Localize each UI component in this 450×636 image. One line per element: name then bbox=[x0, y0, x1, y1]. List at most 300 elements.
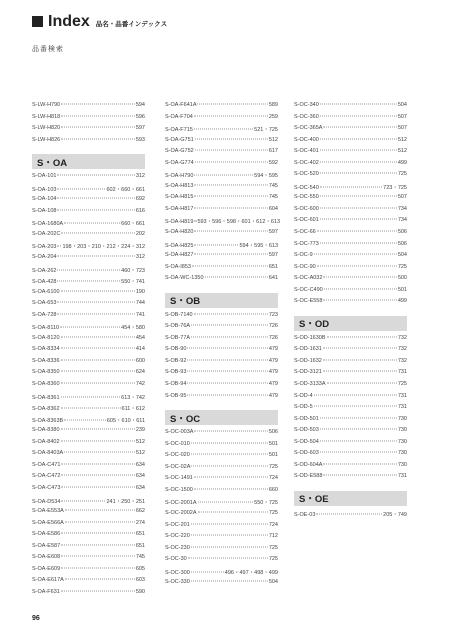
part-code: S-OA-G751 bbox=[165, 136, 194, 143]
dot-leader bbox=[64, 419, 106, 420]
index-entry bbox=[32, 450, 145, 462]
dot-leader bbox=[320, 104, 397, 105]
page-refs: 634 bbox=[135, 461, 145, 468]
index-entry bbox=[294, 462, 407, 474]
index-entry bbox=[32, 543, 145, 555]
dot-leader bbox=[191, 465, 267, 466]
index-entry bbox=[165, 346, 278, 358]
dot-leader bbox=[60, 327, 120, 328]
index-entry bbox=[165, 464, 278, 476]
part-code: S-OA-8110 bbox=[32, 325, 60, 332]
index-entry bbox=[294, 393, 407, 405]
part-code: S-OA-C473 bbox=[32, 484, 61, 491]
index-entry bbox=[165, 102, 278, 114]
part-code: S-OC-601 bbox=[294, 217, 319, 224]
page-refs: 725 bbox=[397, 381, 407, 388]
index-entry bbox=[165, 393, 278, 405]
part-code: S-OA-E553A bbox=[32, 508, 64, 515]
index-entry bbox=[32, 102, 145, 114]
dot-leader bbox=[314, 406, 397, 407]
index-column-1 bbox=[32, 102, 145, 600]
index-entry bbox=[294, 298, 407, 310]
part-code: S-OA-I853 bbox=[165, 263, 191, 270]
dot-leader bbox=[194, 175, 253, 176]
index-entry bbox=[165, 556, 278, 568]
page-refs: 745 bbox=[268, 182, 278, 189]
index-entry bbox=[32, 427, 145, 439]
part-code: S-OD-603 bbox=[294, 450, 319, 457]
dot-leader bbox=[194, 254, 267, 255]
dot-leader bbox=[61, 127, 135, 128]
page-refs: 660・661 bbox=[121, 221, 145, 228]
index-entry bbox=[32, 358, 145, 370]
dot-leader bbox=[320, 196, 397, 197]
part-code: S-OB-92 bbox=[165, 357, 187, 364]
page-refs: 504 bbox=[397, 102, 407, 108]
part-code: S-OC-340 bbox=[294, 102, 319, 108]
index-entry bbox=[32, 346, 145, 358]
index-entry bbox=[165, 579, 278, 591]
dot-leader bbox=[198, 511, 268, 512]
dot-leader bbox=[317, 231, 397, 232]
dot-leader bbox=[187, 348, 267, 349]
part-code: S-OC-010 bbox=[165, 440, 190, 447]
index-entry bbox=[165, 252, 278, 264]
dot-leader bbox=[194, 221, 196, 222]
page-refs: 730 bbox=[397, 438, 407, 445]
index-entry bbox=[165, 545, 278, 557]
part-code: S-OE-03 bbox=[294, 511, 316, 518]
dot-leader bbox=[195, 161, 268, 162]
dot-leader bbox=[314, 254, 397, 255]
dot-leader bbox=[61, 336, 135, 337]
page-refs: 501 bbox=[268, 440, 278, 447]
index-entry bbox=[294, 358, 407, 370]
part-code: S-OC-2001A bbox=[165, 500, 197, 507]
dot-leader bbox=[57, 256, 134, 257]
page-refs: 605 bbox=[135, 565, 145, 572]
part-code: S-OA-728 bbox=[32, 311, 57, 318]
index-entry bbox=[32, 266, 145, 278]
page-refs: 660 bbox=[268, 486, 278, 493]
page-refs: 651 bbox=[268, 263, 278, 270]
dot-leader bbox=[327, 383, 397, 384]
part-code: S-OA-F641A bbox=[165, 102, 197, 108]
dot-leader bbox=[187, 394, 267, 395]
page-refs: 641 bbox=[268, 275, 278, 282]
part-code: S-OA-8120 bbox=[32, 334, 60, 341]
page-number: 96 bbox=[32, 615, 40, 622]
part-code: S-OA-101 bbox=[32, 173, 57, 180]
page-refs: 745 bbox=[135, 554, 145, 561]
part-code: S-OD-E588 bbox=[294, 473, 323, 480]
page-refs: 732 bbox=[397, 357, 407, 364]
index-entry bbox=[32, 589, 145, 601]
dot-leader bbox=[61, 408, 121, 409]
dot-leader bbox=[188, 558, 268, 559]
index-entry bbox=[165, 568, 278, 580]
page-refs: 590 bbox=[135, 588, 145, 595]
page-refs: 512 bbox=[135, 450, 145, 457]
page-refs: 454 bbox=[135, 334, 145, 341]
index-title bbox=[32, 14, 167, 30]
part-code: S-OA-F631 bbox=[32, 588, 60, 595]
index-entry bbox=[32, 566, 145, 578]
page-refs: 730 bbox=[397, 461, 407, 468]
index-entry bbox=[165, 381, 278, 393]
part-code: S-OA-WC-1350 bbox=[165, 275, 204, 282]
index-entry bbox=[165, 452, 278, 464]
dot-leader bbox=[57, 269, 120, 270]
page-refs: 734 bbox=[397, 217, 407, 224]
page-refs: 744 bbox=[135, 300, 145, 307]
section-header: S・OC bbox=[165, 410, 278, 425]
page-refs: 613・742 bbox=[121, 394, 145, 401]
dot-leader bbox=[320, 173, 397, 174]
index-entry bbox=[294, 160, 407, 172]
index-column-2 bbox=[165, 102, 278, 591]
page-refs: 496・497・498・499 bbox=[224, 569, 278, 576]
dot-leader bbox=[191, 535, 268, 536]
index-entry bbox=[165, 369, 278, 381]
part-code: S-OC-66 bbox=[294, 229, 316, 236]
page-title: Index bbox=[48, 13, 90, 30]
part-code: S-OA-F704 bbox=[165, 113, 193, 120]
page-refs: 734 bbox=[397, 205, 407, 212]
index-entry bbox=[294, 369, 407, 381]
dot-leader bbox=[57, 246, 61, 247]
dot-leader bbox=[314, 394, 397, 395]
index-entry bbox=[294, 229, 407, 241]
dot-leader bbox=[323, 475, 396, 476]
index-entry bbox=[165, 229, 278, 241]
dot-leader bbox=[323, 463, 396, 464]
index-entry bbox=[165, 275, 278, 287]
page-refs: 724 bbox=[268, 475, 278, 482]
dot-leader bbox=[194, 184, 267, 185]
page-refs: 202 bbox=[135, 230, 145, 237]
part-code: S-OA-E609 bbox=[32, 565, 61, 572]
index-entry bbox=[32, 289, 145, 301]
index-entry bbox=[294, 148, 407, 160]
dot-leader bbox=[61, 232, 134, 233]
page-refs: 593・596・598・601・612・613 bbox=[197, 219, 280, 226]
page-refs: 634 bbox=[135, 484, 145, 491]
dot-leader bbox=[61, 115, 135, 116]
index-entry bbox=[32, 277, 145, 289]
dot-leader bbox=[191, 581, 268, 582]
page-refs: 507 bbox=[397, 194, 407, 201]
index-entry bbox=[32, 381, 145, 393]
dot-leader bbox=[191, 571, 224, 572]
part-code: S-OC-90 bbox=[294, 263, 316, 270]
page-refs: 712 bbox=[268, 533, 278, 540]
part-code: S-OB-76A bbox=[165, 323, 191, 330]
page-refs: 479 bbox=[268, 392, 278, 399]
page-refs: 259 bbox=[268, 113, 278, 120]
index-entry bbox=[294, 404, 407, 416]
part-code: S-OC-773 bbox=[294, 240, 319, 247]
page-refs: 731 bbox=[397, 404, 407, 411]
part-code: S-OA-204 bbox=[32, 254, 57, 261]
part-code: S-OA-103 bbox=[32, 186, 57, 193]
part-code: S-OC-600 bbox=[294, 205, 319, 212]
dot-leader bbox=[205, 277, 268, 278]
page-refs: 312 bbox=[135, 254, 145, 261]
section-header: S・OE bbox=[294, 491, 407, 506]
part-code: S-OC-30 bbox=[165, 556, 187, 563]
index-entry bbox=[32, 473, 145, 485]
part-code: S-LW-H826 bbox=[32, 136, 61, 143]
part-code: S-OC-1491 bbox=[165, 475, 193, 482]
index-entry bbox=[32, 137, 145, 149]
index-entry bbox=[294, 510, 407, 522]
page-refs: 596 bbox=[135, 113, 145, 120]
dot-leader bbox=[194, 488, 268, 489]
index-entry bbox=[294, 194, 407, 206]
page-refs: 512 bbox=[397, 148, 407, 155]
index-entry bbox=[32, 577, 145, 589]
part-code: S-OD-3121 bbox=[294, 369, 322, 376]
page-refs: 730 bbox=[397, 415, 407, 422]
dot-leader bbox=[61, 475, 134, 476]
part-code: S-OC-2002A bbox=[165, 509, 197, 516]
dot-leader bbox=[320, 219, 397, 220]
page-refs: 725 bbox=[268, 544, 278, 551]
dot-leader bbox=[65, 579, 135, 580]
dot-leader bbox=[194, 477, 268, 478]
part-code: S-OA-104 bbox=[32, 196, 57, 203]
part-code: S-OA-653 bbox=[32, 300, 57, 307]
page-refs: 507 bbox=[397, 113, 407, 120]
dot-leader bbox=[61, 359, 135, 360]
index-entry bbox=[165, 312, 278, 324]
index-column-3 bbox=[294, 102, 407, 522]
page-refs: 504 bbox=[268, 579, 278, 586]
dot-leader bbox=[61, 383, 135, 384]
page-refs: 600 bbox=[135, 357, 145, 364]
dot-leader bbox=[57, 281, 120, 282]
dot-leader bbox=[61, 371, 135, 372]
page-refs: 506 bbox=[397, 240, 407, 247]
part-code: S-OA-H827 bbox=[165, 252, 194, 259]
index-entry bbox=[294, 287, 407, 299]
dot-leader bbox=[187, 371, 267, 372]
page-refs: 479 bbox=[268, 346, 278, 353]
dot-leader bbox=[194, 313, 268, 314]
part-code: S-OA-8362 bbox=[32, 406, 60, 413]
page-refs: 550・725 bbox=[254, 500, 278, 507]
page-refs: 725 bbox=[268, 509, 278, 516]
dot-leader bbox=[187, 383, 267, 384]
part-code: S-OA-8336 bbox=[32, 357, 60, 364]
dot-leader bbox=[317, 265, 397, 266]
dot-leader bbox=[61, 533, 135, 534]
page-refs: 605・610・611 bbox=[106, 417, 145, 424]
dot-leader bbox=[316, 513, 382, 514]
dot-leader bbox=[320, 440, 397, 441]
part-code: S-LW-H820 bbox=[32, 125, 61, 132]
index-entry bbox=[294, 439, 407, 451]
dot-leader bbox=[194, 196, 267, 197]
page-refs: 725 bbox=[268, 463, 278, 470]
part-code: S-OD-501 bbox=[294, 415, 319, 422]
dot-leader bbox=[194, 244, 238, 245]
dot-leader bbox=[57, 188, 105, 189]
part-code: S-OA-108 bbox=[32, 207, 57, 214]
dot-leader bbox=[61, 500, 105, 501]
index-entry bbox=[32, 312, 145, 324]
part-code: S-OA-428 bbox=[32, 279, 57, 286]
index-entry bbox=[294, 416, 407, 428]
page-refs: 550・741 bbox=[121, 279, 145, 286]
index-entry bbox=[165, 487, 278, 499]
dot-leader bbox=[57, 209, 134, 210]
part-code: S-OA-H820 bbox=[165, 229, 194, 236]
dot-leader bbox=[64, 223, 120, 224]
page-refs: 723 bbox=[268, 311, 278, 318]
square-icon bbox=[32, 16, 43, 27]
part-code: S-OC-400 bbox=[294, 136, 319, 143]
dot-leader bbox=[191, 336, 268, 337]
section-header: S・OD bbox=[294, 316, 407, 331]
page-refs: 731 bbox=[397, 392, 407, 399]
page-refs: 611・612 bbox=[121, 406, 145, 413]
part-code: S-OD-3133A bbox=[294, 381, 326, 388]
page-refs: 512 bbox=[135, 438, 145, 445]
index-entry bbox=[32, 125, 145, 137]
index-entry bbox=[294, 183, 407, 195]
part-code: S-OD-1631 bbox=[294, 346, 322, 353]
dot-leader bbox=[195, 150, 268, 151]
index-entry bbox=[294, 335, 407, 347]
dot-leader bbox=[191, 325, 268, 326]
dot-leader bbox=[323, 300, 396, 301]
page-refs: 507 bbox=[397, 125, 407, 132]
part-code: S-OA-8363B bbox=[32, 417, 64, 424]
page-refs: 592 bbox=[268, 159, 278, 166]
index-entry bbox=[32, 242, 145, 254]
dot-leader bbox=[194, 129, 253, 130]
page-refs: 725 bbox=[397, 263, 407, 270]
part-code: S-OA-8361 bbox=[32, 394, 60, 401]
page-refs: 730 bbox=[397, 450, 407, 457]
index-entry bbox=[32, 462, 145, 474]
page-refs: 602・660・661 bbox=[106, 186, 145, 193]
index-entry bbox=[165, 137, 278, 149]
dot-leader bbox=[187, 359, 267, 360]
index-entry bbox=[32, 439, 145, 451]
index-entry bbox=[165, 441, 278, 453]
index-entry bbox=[165, 264, 278, 276]
part-code: S-OD-4 bbox=[294, 392, 313, 399]
dot-leader bbox=[191, 454, 268, 455]
dot-leader bbox=[320, 429, 397, 430]
page-refs: 731 bbox=[397, 369, 407, 376]
part-code: S-OA-H790 bbox=[165, 173, 194, 180]
index-entry bbox=[165, 171, 278, 183]
index-entry bbox=[32, 114, 145, 126]
page-refs: 723・725 bbox=[383, 184, 407, 191]
index-entry bbox=[165, 510, 278, 522]
part-code: S-OC-401 bbox=[294, 148, 319, 155]
page-refs: 604 bbox=[268, 205, 278, 212]
part-code: S-OA-E587 bbox=[32, 542, 61, 549]
dot-leader bbox=[61, 348, 135, 349]
dot-leader bbox=[57, 175, 134, 176]
dot-leader bbox=[64, 452, 135, 453]
index-entry bbox=[165, 475, 278, 487]
part-code: S-LW-H790 bbox=[32, 102, 61, 108]
dot-leader bbox=[61, 396, 121, 397]
page-refs: 731 bbox=[397, 473, 407, 480]
index-entry bbox=[165, 498, 278, 510]
index-entry bbox=[32, 231, 145, 243]
part-code: S-OC-C490 bbox=[294, 286, 323, 293]
index-entry bbox=[294, 102, 407, 114]
part-code: S-OC-E558 bbox=[294, 298, 323, 305]
index-entry bbox=[165, 114, 278, 126]
index-entry bbox=[32, 520, 145, 532]
page-refs: 732 bbox=[397, 346, 407, 353]
dot-leader bbox=[61, 556, 135, 557]
index-entry bbox=[294, 241, 407, 253]
dot-leader bbox=[61, 429, 135, 430]
dot-leader bbox=[198, 502, 254, 503]
page-refs: 597 bbox=[268, 252, 278, 259]
dot-leader bbox=[61, 138, 135, 139]
page-refs: 506 bbox=[397, 229, 407, 236]
page-refs: 499 bbox=[397, 298, 407, 305]
index-entry bbox=[165, 160, 278, 172]
dot-leader bbox=[323, 127, 396, 128]
page-refs: 594 bbox=[135, 102, 145, 108]
index-entry bbox=[294, 427, 407, 439]
dot-leader bbox=[192, 265, 268, 266]
index-entry bbox=[165, 241, 278, 253]
part-code: S-OB-90 bbox=[165, 346, 187, 353]
page-refs: 501 bbox=[268, 452, 278, 459]
dot-leader bbox=[61, 544, 135, 545]
part-code: S-OA-E608 bbox=[32, 554, 61, 561]
dot-leader bbox=[327, 336, 397, 337]
dot-leader bbox=[320, 115, 397, 116]
index-entry bbox=[294, 381, 407, 393]
page-refs: 500 bbox=[397, 275, 407, 282]
page-refs: 616 bbox=[135, 207, 145, 214]
index-entry bbox=[294, 264, 407, 276]
page-refs: 725 bbox=[397, 171, 407, 178]
dot-leader bbox=[61, 440, 135, 441]
dot-leader bbox=[320, 207, 397, 208]
part-code: S-OA-203 bbox=[32, 244, 57, 251]
page-refs: 725 bbox=[268, 556, 278, 563]
index-entry bbox=[32, 416, 145, 428]
dot-leader bbox=[324, 288, 397, 289]
index-entry bbox=[294, 450, 407, 462]
dot-leader bbox=[61, 590, 135, 591]
part-code: S-OC-330 bbox=[165, 579, 190, 586]
index-entry bbox=[32, 497, 145, 509]
index-entry bbox=[165, 148, 278, 160]
index-entry bbox=[165, 522, 278, 534]
page-refs: 594・595・613 bbox=[239, 242, 278, 249]
page-refs: 617 bbox=[268, 148, 278, 155]
dot-leader bbox=[195, 138, 268, 139]
part-code: S-OD-504 bbox=[294, 438, 319, 445]
part-code: S-OC-365A bbox=[294, 125, 323, 132]
index-entry bbox=[32, 531, 145, 543]
